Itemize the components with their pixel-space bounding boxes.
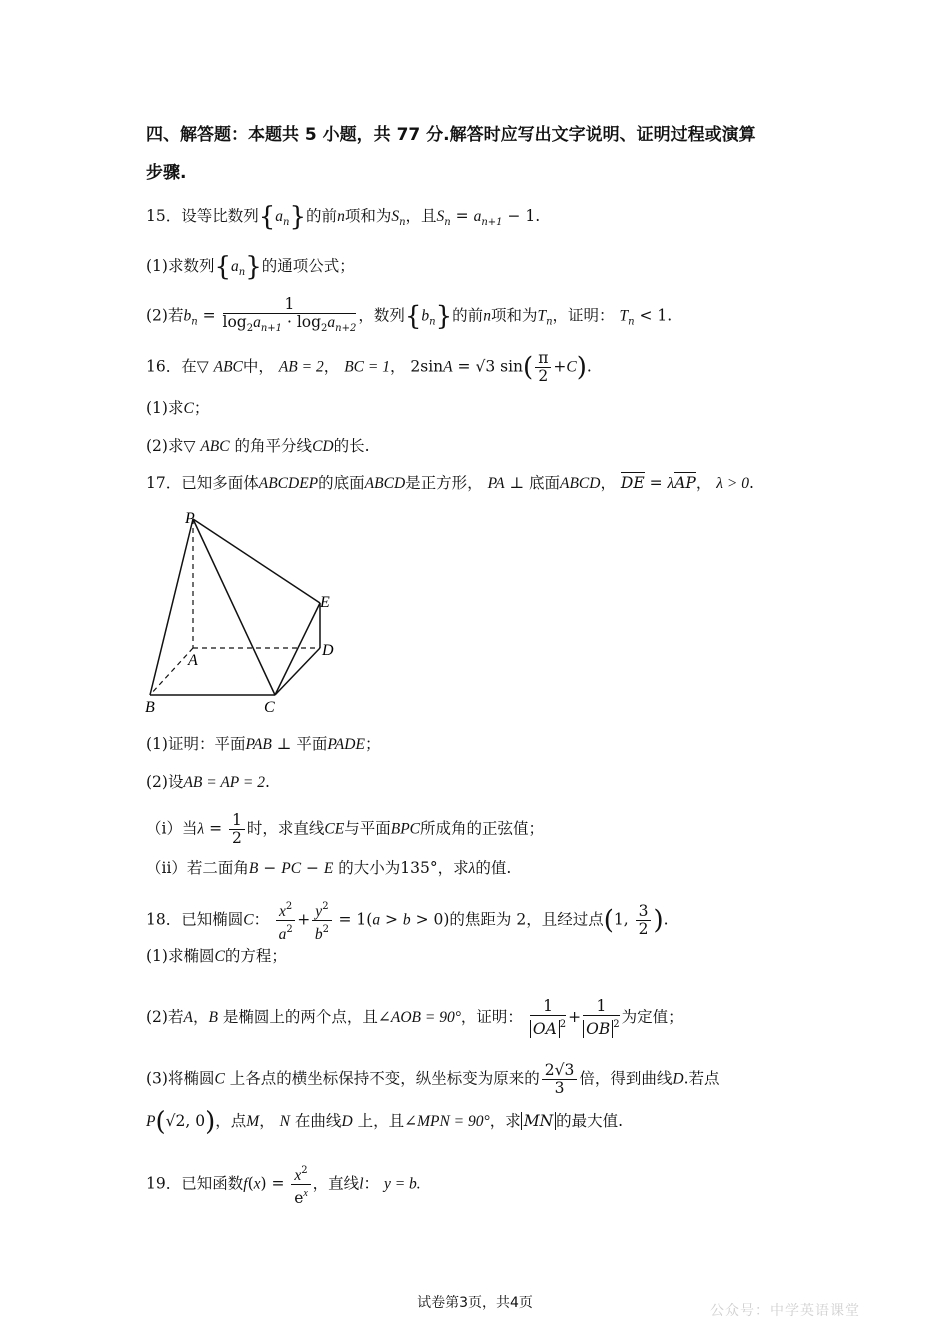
label-A: A [188, 652, 198, 669]
edge-CD [275, 648, 320, 695]
q18-part3-cont: P(√2, 0)，点M， N 在曲线D 上，且∠MPN = 90°，求 MN 的最大值. [146, 1107, 624, 1137]
q15-stem: 15．设等比数列$\{a_n\}$的前n项和为$S_n$，且$S_n = a_{n+1} - 1$. [146, 202, 541, 232]
q16-part2: (2)求▽ ABC 的角平分线CD的长. [146, 437, 370, 455]
q15-part1: (1)求数列$\{a_n\}$的通项公式； [146, 252, 355, 282]
section-heading-cont: 步骤. [146, 163, 187, 183]
q19-stem: 19．已知函数f(x) = $\frac{x^2}{e^x}$ ，直线l： y = b. [146, 1162, 421, 1207]
label-P: P [185, 510, 195, 527]
section-heading: 四、解答题：本题共 5 小题，共 77 分.解答时应写出文字说明、证明过程或演算 [146, 125, 756, 145]
q17-sub1: （i）当λ = $\frac{1}{2}$ 时，求直线CE与平面BPC所成角的正弦值； [146, 811, 545, 847]
page-footer: 试卷第3页，共4页 [417, 1295, 533, 1311]
edge-CE [275, 603, 320, 695]
q17-sub2: （ii）若二面角B − PC − E 的大小为135°，求λ的值. [146, 859, 512, 877]
q18-part1: (1)求椭圆C的方程； [146, 947, 287, 965]
q16-part1: (1)求C； [146, 399, 210, 417]
label-C: C [264, 699, 275, 716]
watermark: 公众号：中学英语课堂 [710, 1303, 860, 1319]
edge-PB [150, 519, 193, 695]
polyhedron-figure [140, 505, 360, 720]
label-E: E [320, 594, 330, 611]
q18-part3: (3)将椭圆C 上各点的横坐标保持不变，纵坐标变为原来的 $\frac{2√3}{3}$ 倍，得到曲线D.若点 [146, 1061, 720, 1097]
q17-part2: (2)设AB = AP = 2. [146, 773, 270, 791]
q17-stem: 17．已知多面体ABCDEP的底面ABCD是正方形， PA ⊥ 底面ABCD， DE = λAP， λ > 0. [146, 474, 754, 492]
q17-part1: (1)证明：平面PAB ⊥ 平面PADE； [146, 735, 381, 753]
q18-stem: 18．已知椭圆C： $\frac{x^2}{a^2}$ + $\frac{y^2}{b^2}$ = 1(a > b > 0)的焦距为 2，且经过点(1, $\frac{3}{2}$ ). [146, 898, 669, 943]
label-D: D [322, 642, 334, 659]
label-B: B [145, 699, 155, 716]
q18-part2: (2)若A，B 是椭圆上的两个点，且∠AOB = 90°，证明： $\frac{1}{OA ^2}$ + $\frac{1}{OB ^2}$ 为定值； [146, 997, 684, 1038]
q16-stem: 16．在▽ ABC中， AB = 2， BC = 1， 2sinA = √3 sin( $\frac{\pi}{2}$ +C). [146, 349, 592, 385]
q15-part2: (2)若$b_n$ = $\frac{1}{\log_2a_{n+1} \cdot \log_2a_{n+2}}$ ，数列$\{b_n\}$的前n项和为$T_n$，证明： $T_n < 1$. [146, 295, 673, 334]
